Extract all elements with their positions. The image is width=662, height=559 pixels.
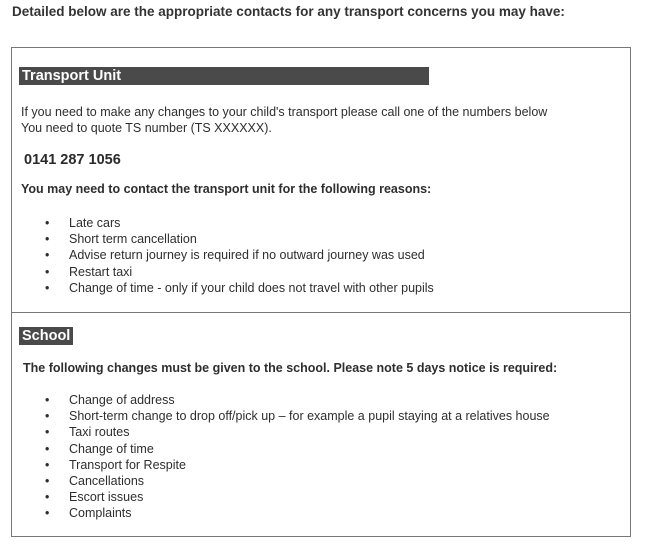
intro-text: Detailed below are the appropriate contacts for any transport concerns you may have: — [12, 4, 565, 19]
list-item: • Transport for Respite — [45, 457, 186, 472]
bullet-icon: • — [45, 264, 50, 279]
bullet-icon: • — [45, 232, 50, 247]
school-changes-list — [12, 392, 550, 522]
list-item: • Cancellations — [45, 474, 145, 489]
list-item: • Change of address — [45, 393, 175, 407]
bullet-icon: • — [45, 216, 50, 230]
list-item: • Escort issues — [45, 490, 144, 505]
school-notice-heading: The following changes must be given to the school. Please note 5 days notice is required: — [23, 361, 558, 375]
bullet-icon: • — [45, 425, 50, 440]
bullet-icon: • — [45, 280, 50, 295]
school-heading: School — [19, 327, 73, 345]
bullet-icon: • — [45, 457, 50, 472]
list-item: • Restart taxi — [45, 264, 133, 279]
bullet-icon: • — [45, 506, 50, 521]
list-item: • Taxi routes — [45, 425, 130, 440]
section-divider — [12, 312, 630, 313]
bullet-icon: • — [45, 393, 50, 407]
transport-reasons-heading: You may need to contact the transport unit for the following reasons: — [21, 182, 432, 196]
list-item: • Complaints — [45, 506, 132, 521]
transport-instructions: If you need to make any changes to your child's transport please call one of the numbers below — [21, 105, 548, 119]
bullet-icon: • — [45, 490, 50, 505]
transport-reasons-list — [12, 215, 434, 296]
list-item: • Change of time - only if your child does not travel with other pupils — [45, 280, 434, 295]
list-item: • Late cars — [45, 216, 121, 230]
transport-phone-number: 0141 287 1056 — [24, 152, 121, 168]
bullet-icon: • — [45, 441, 50, 456]
bullet-icon: • — [45, 474, 50, 489]
list-item: • Advise return journey is required if no outward journey was used — [45, 248, 425, 263]
bullet-icon: • — [45, 248, 50, 263]
list-item: • Short term cancellation — [45, 232, 197, 247]
list-item: • Short-term change to drop off/pick up – for example a pupil staying at a relatives house — [45, 409, 550, 424]
contacts-box — [11, 47, 631, 537]
transport-unit-heading: Transport Unit — [19, 67, 429, 85]
bullet-icon: • — [45, 409, 50, 424]
ts-number-note: You need to quote TS number (TS XXXXXX). — [21, 121, 272, 135]
list-item: • Change of time — [45, 441, 154, 456]
